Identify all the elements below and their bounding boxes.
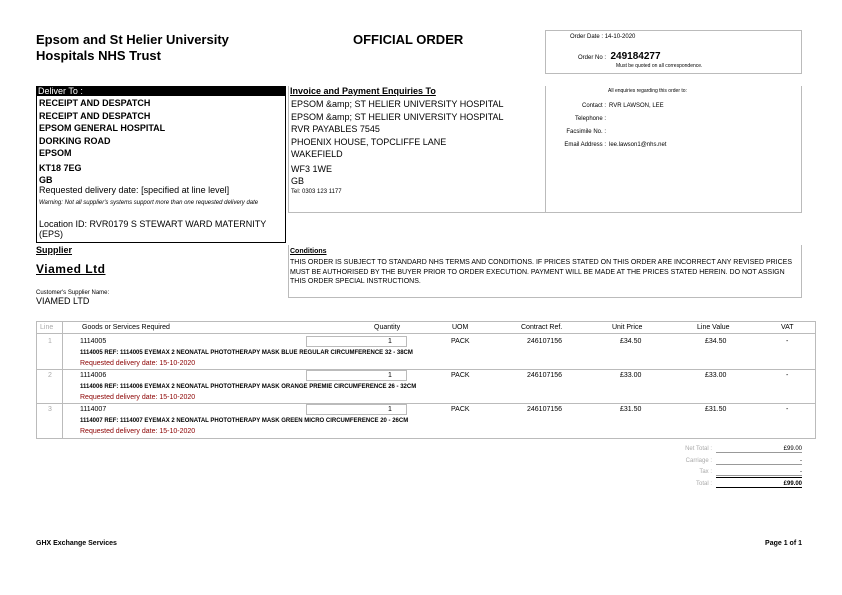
invoice-postcode: WF3 1WE (291, 163, 333, 174)
deliver-line: EPSOM (39, 148, 72, 158)
invoice-tel: Tel: 0303 123 1177 (291, 189, 342, 195)
org-name-line2: Hospitals NHS Trust (36, 48, 161, 63)
invoice-line: RVR PAYABLES 7545 (291, 124, 380, 134)
row-code: 1114006 (80, 372, 107, 379)
supplier-name: Viamed Ltd (36, 262, 106, 276)
tax-label: Tax : (699, 469, 712, 475)
row-delivery: Requested delivery date: 15-10-2020 (80, 428, 196, 435)
col-contract: Contract Ref. (521, 324, 563, 331)
col-quantity: Quantity (374, 324, 401, 331)
location-id: Location ID: RVR0179 S STEWART WARD MATERNITY (EPS) (39, 219, 267, 239)
row-unit-price: £31.50 (620, 406, 642, 413)
row-line-no: 1 (48, 338, 52, 345)
table-col-divider (62, 321, 63, 439)
order-no-note: Must be quoted on all correspondence. (616, 63, 703, 69)
row-line-value: £33.00 (705, 372, 727, 379)
tax-value: - (800, 469, 802, 475)
row-contract: 246107156 (527, 372, 563, 379)
order-date (570, 33, 635, 41)
row-unit-price: £34.50 (620, 338, 642, 345)
net-total-value: £99.00 (783, 446, 802, 452)
row-line-no: 2 (48, 372, 52, 379)
col-uom: UOM (452, 324, 469, 331)
col-line: Line (40, 324, 54, 331)
deliver-line: DORKING ROAD (39, 135, 111, 146)
footer-left: GHX Exchange Services (36, 540, 117, 547)
deliver-to-heading: Deliver To : (36, 86, 286, 96)
doc-title: OFFICIAL ORDER (353, 32, 464, 47)
totals-line (716, 464, 802, 465)
row-delivery: Requested delivery date: 15-10-2020 (80, 394, 196, 401)
contact-value: RVR LAWSON, LEE (609, 103, 664, 109)
org-name (36, 32, 229, 64)
requested-delivery: Requested delivery date: [specified at line level] (39, 185, 230, 195)
order-no-value: 249184277 (610, 51, 661, 62)
invoice-line: EPSOM &amp; ST HELIER UNIVERSITY HOSPITAL (291, 99, 504, 109)
deliver-to-address (39, 97, 165, 187)
table-header-divider (36, 333, 816, 334)
row-uom: PACK (451, 406, 470, 413)
row-divider (36, 403, 816, 404)
total-value: £99.00 (783, 480, 802, 487)
enquiries-values (609, 100, 666, 152)
invoice-line: WAKEFIELD (291, 149, 343, 159)
order-date-value: 14-10-2020 (604, 34, 636, 40)
row-contract: 246107156 (527, 338, 563, 345)
totals-line (716, 452, 802, 453)
row-desc: 1114005 REF: 1114005 EYEMAX 2 NEONATAL PHOTOTHERAPY MASK BLUE REGULAR CIRCUMFERENCE 32 - 38CM (80, 350, 413, 356)
row-uom: PACK (451, 372, 470, 379)
row-line-no: 3 (48, 406, 52, 413)
email-value: lee.lawson1@nhs.net (609, 142, 667, 148)
row-code: 1114005 (80, 338, 107, 345)
customer-supplier-name: VIAMED LTD (36, 296, 90, 306)
invoice-line: PHOENIX HOUSE, TOPCLIFFE LANE (291, 136, 447, 147)
enquiries-heading: All enquiries regarding this order to: (608, 88, 687, 94)
invoice-address (291, 98, 504, 188)
delivery-warning: Warning: Not all supplier's systems support more than one requested delivery date (39, 200, 259, 206)
row-qty: 1 (388, 372, 392, 379)
col-goods: Goods or Services Required (82, 324, 170, 331)
row-contract: 246107156 (527, 406, 563, 413)
invoice-line: EPSOM &amp; ST HELIER UNIVERSITY HOSPITAL (291, 111, 504, 122)
col-unit-price: Unit Price (612, 324, 643, 331)
col-vat: VAT (781, 324, 794, 331)
customer-supplier-label: Customer's Supplier Name: (36, 290, 110, 296)
invoice-heading: Invoice and Payment Enquiries To (290, 86, 436, 96)
totals-values (716, 444, 802, 490)
deliver-line: RECEIPT AND DESPATCH (39, 110, 151, 121)
total-top-line (716, 477, 802, 478)
supplier-heading: Supplier (36, 245, 73, 255)
order-no-label: Order No : (578, 55, 607, 61)
conditions-text: THIS ORDER IS SUBJECT TO STANDARD NHS TERMS AND CONDITIONS. IF PRICES STATED ON THIS ORDER ARE INCORRECT ANY REVISED PRICES MUST BE AUTHORISED BY THE BUYER PRIOR TO ORDER EXECUTION. PAYMENT WILL BE MADE AT THE PRICES STATED HEREIN. DO NOT ASSIGN THIS ORDER SPECIAL INSTRUCTIONS. (290, 259, 793, 285)
order-date-label: Order Date : (570, 34, 604, 40)
deliver-country: GB (39, 175, 53, 185)
contact-label: Contact : (581, 103, 606, 109)
net-total-label: Net Total : (685, 446, 712, 452)
total-label: Total : (695, 480, 712, 487)
footer-page: Page 1 of 1 (765, 540, 802, 547)
row-delivery: Requested delivery date: 15-10-2020 (80, 360, 196, 367)
row-qty: 1 (388, 338, 392, 345)
email-label: Email Address : (564, 142, 606, 148)
row-vat: - (786, 406, 789, 413)
total-bottom-line (716, 487, 802, 488)
conditions-heading: Conditions (290, 248, 327, 255)
deliver-line: EPSOM GENERAL HOSPITAL (39, 123, 166, 133)
row-vat: - (786, 338, 789, 345)
invoice-country: GB (291, 176, 305, 186)
row-line-value: £31.50 (705, 406, 727, 413)
row-code: 1114007 (80, 406, 107, 413)
order-no (578, 46, 661, 64)
facsimile-label: Facsimile No. : (566, 129, 606, 135)
row-desc: 1114007 REF: 1114007 EYEMAX 2 NEONATAL PHOTOTHERAPY MASK GREEN MICRO CIRCUMFERENCE 20 - 26CM (80, 418, 409, 424)
row-vat: - (786, 372, 789, 379)
deliver-postcode: KT18 7EG (39, 162, 82, 173)
carriage-value: - (800, 457, 802, 464)
totals-line (716, 475, 802, 476)
org-name-line1: Epsom and St Helier University (36, 32, 229, 47)
row-qty: 1 (388, 406, 392, 413)
row-unit-price: £33.00 (620, 372, 642, 379)
row-line-value: £34.50 (705, 338, 727, 345)
deliver-line: RECEIPT AND DESPATCH (39, 98, 151, 108)
enquiries-labels (540, 100, 606, 152)
totals-labels (640, 444, 712, 490)
col-line-value: Line Value (697, 324, 730, 331)
row-desc: 1114006 REF: 1114006 EYEMAX 2 NEONATAL PHOTOTHERAPY MASK ORANGE PREMIE CIRCUMFERENCE 26 - 32CM (80, 384, 417, 390)
telephone-label: Telephone : (574, 116, 606, 122)
carriage-label: Carriage : (685, 457, 712, 464)
row-divider (36, 369, 816, 370)
row-uom: PACK (451, 338, 470, 345)
